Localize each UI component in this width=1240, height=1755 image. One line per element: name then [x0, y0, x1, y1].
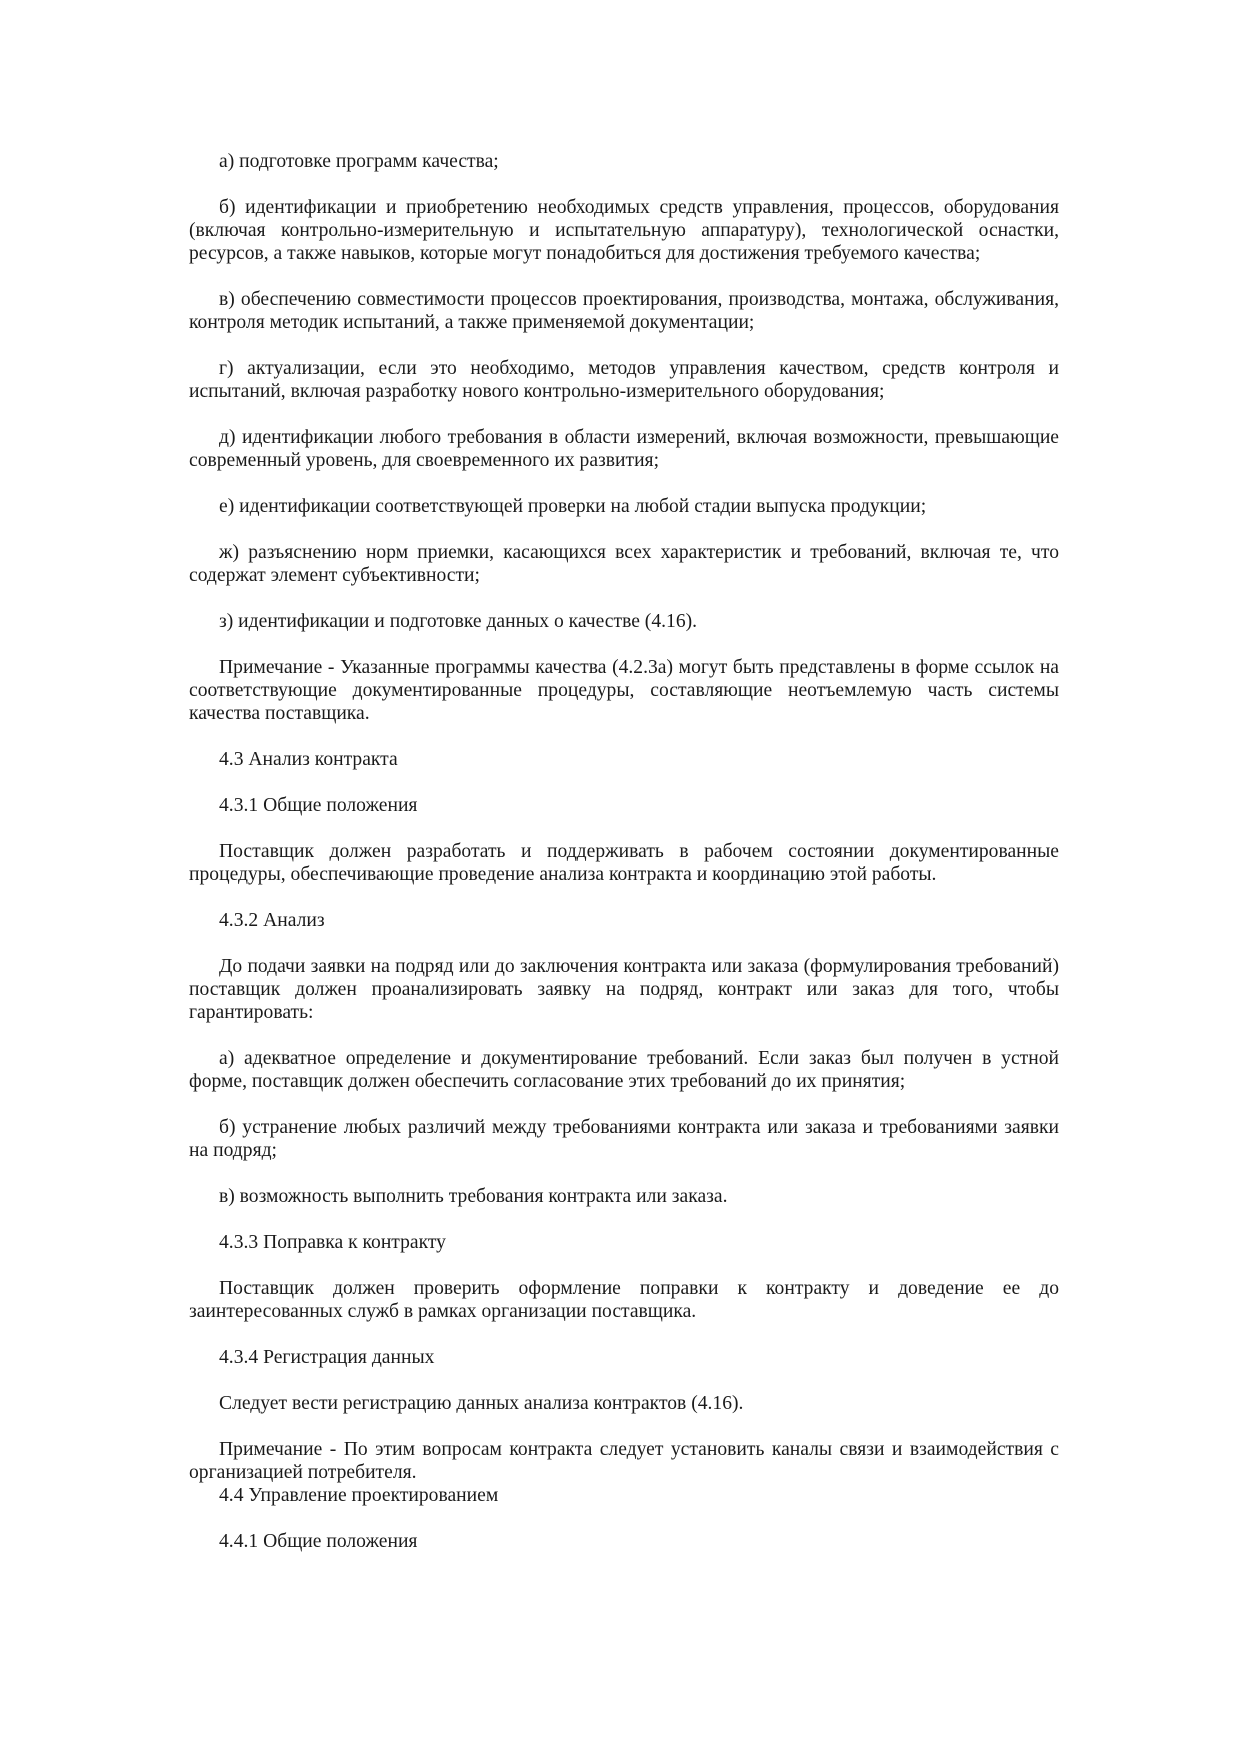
list-item-a-requirements-definition: а) адекватное определение и документирование требований. Если заказ был получен в устной форме, поставщик должен обеспечить согласование этих требований до их принятия; [189, 1048, 1059, 1092]
note-quality-programs: Примечание - Указанные программы качества (4.2.3а) могут быть представлены в форме ссылок на соответствующие документированные процедуры, составляющие неотъемлемую часть системы качества поставщика. [189, 657, 1059, 724]
paragraph-contract-amendment: Поставщик должен проверить оформление поправки к контракту и доведение ее до заинтересованных служб в рамках организации поставщика. [189, 1278, 1059, 1322]
paragraph-before-bid: До подачи заявки на подряд или до заключения контракта или заказа (формулирования требований) поставщик должен проанализировать заявку на подряд, контракт или заказ для того, чтобы гарантировать: [189, 956, 1059, 1023]
subsection-heading-4-3-2: 4.3.2 Анализ [219, 910, 325, 931]
list-item-zh-acceptance-norms: ж) разъяснению норм приемки, касающихся всех характеристик и требований, включая те, что содержат элемент субъективности; [189, 542, 1059, 586]
subsection-heading-4-3-1: 4.3.1 Общие положения [219, 795, 418, 816]
document-page [189, 150, 1059, 1576]
list-item-z-quality-data: з) идентификации и подготовке данных о качестве (4.16). [219, 611, 698, 632]
subsection-heading-4-3-3: 4.3.3 Поправка к контракту [219, 1232, 446, 1253]
paragraph-records: Следует вести регистрацию данных анализа контрактов (4.16). [219, 1393, 744, 1414]
section-heading-4-4: 4.4 Управление проектированием [219, 1485, 499, 1506]
list-item-e-verification: е) идентификации соответствующей проверки на любой стадии выпуска продукции; [219, 496, 927, 517]
list-item-v-process-compatibility: в) обеспечению совместимости процессов проектирования, производства, монтажа, обслуживания, контроля методик испытаний, а также применяемой документации; [189, 289, 1059, 333]
list-item-b-differences-resolution: б) устранение любых различий между требованиями контракта или заказа и требованиями заявки на подряд; [189, 1117, 1059, 1161]
list-item-g-actualization: г) актуализации, если это необходимо, методов управления качеством, средств контроля и испытаний, включая разработку нового контрольно-измерительного оборудования; [189, 358, 1059, 402]
subsection-heading-4-4-1: 4.4.1 Общие положения [219, 1531, 418, 1552]
list-item-d-measurement-requirements: д) идентификации любого требования в области измерений, включая возможности, превышающие современный уровень, для своевременного их развития; [189, 427, 1059, 471]
subsection-heading-4-3-4: 4.3.4 Регистрация данных [219, 1347, 435, 1368]
note-communication-channels: Примечание - По этим вопросам контракта следует установить каналы связи и взаимодействия с организацией потребителя. [189, 1439, 1059, 1483]
list-item-b-identification-means: б) идентификации и приобретению необходимых средств управления, процессов, оборудования (включая контрольно-измерительную и испытательную аппаратуру), технологической оснастки, ресурсов, а также навыков, которые могут понадобиться для достижения требуемого качества; [189, 197, 1059, 264]
list-item-a-quality-programs: а) подготовке программ качества; [219, 151, 499, 172]
section-heading-4-3: 4.3 Анализ контракта [219, 749, 398, 770]
paragraph-contract-procedures: Поставщик должен разработать и поддерживать в рабочем состоянии документированные процедуры, обеспечивающие проведение анализа контракта и координацию этой работы. [189, 841, 1059, 885]
list-item-v-capability: в) возможность выполнить требования контракта или заказа. [219, 1186, 728, 1207]
